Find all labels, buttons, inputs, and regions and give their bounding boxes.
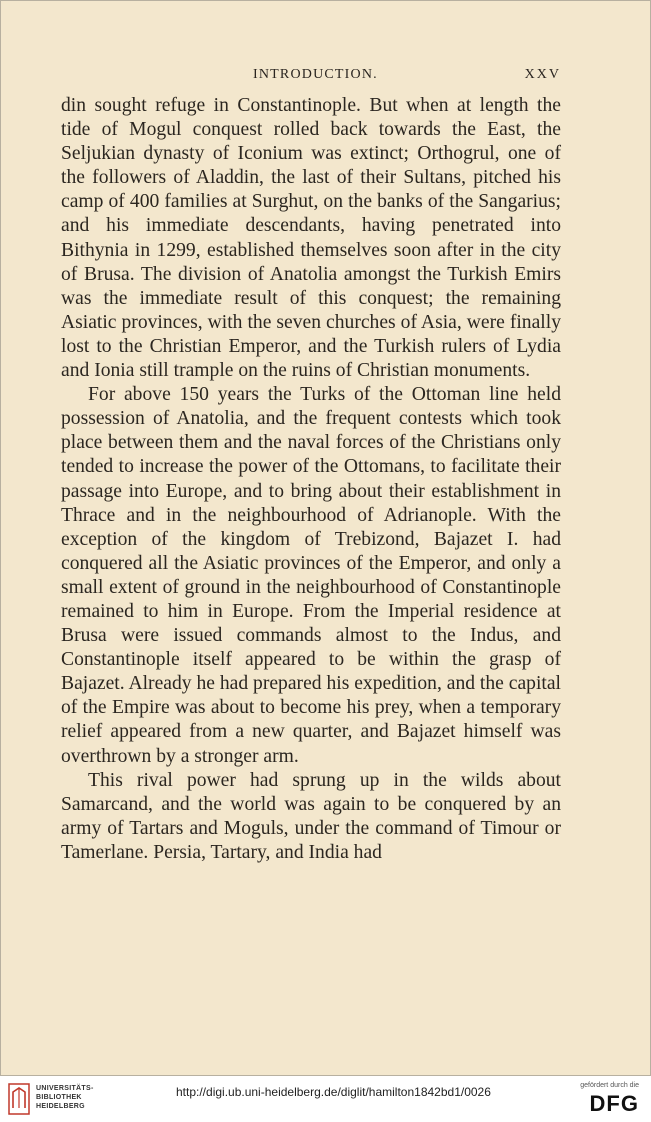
digitization-footer: [0, 1076, 651, 1122]
funded-by-label: gefördert durch die: [580, 1082, 639, 1089]
library-name-line-3: HEIDELBERG: [36, 1103, 85, 1110]
running-head: [63, 67, 561, 87]
page-number: XXV: [524, 67, 561, 82]
paragraph-2: For above 150 years the Turks of the Ottoman line held possession of Anatolia, and the frequent contests which took place between them and the naval forces of the Christians only tended to increase the power of the Ottomans, to facilitate their passage into Europe, and to bring about their establishment in Thrace and in the neighbourhood of Adrianople. With the exception of the kingdom of Trebizond, Bajazet I. had conquered all the Asiatic provinces of the Emperor, and only a small extent of ground in the neighbourhood of Constantinople remained to him in Europe. From the Imperial residence at Brusa were issued commands almost to the Indus, and Constantinople itself appeared to be within the grasp of Bajazet. Already he had prepared his expedition, and the capital of the Empire was about to become his prey, when a temporary relief appeared from a new quarter, and Bajazet himself was overthrown by a stronger arm.: [61, 384, 561, 767]
dfg-logo: DFG: [589, 1091, 639, 1116]
body-text: [61, 94, 561, 865]
running-head-title: INTRODUCTION.: [253, 67, 378, 82]
library-name-line-2: BIBLIOTHEK: [36, 1094, 82, 1101]
paragraph-3: This rival power had sprung up in the wilds about Samarcand, and the world was again to be conquered by an army of Tartars and Moguls, under the command of Timour or Tamerlane. Persia, Tartary, and India had: [61, 769, 561, 863]
library-logo-icon: [8, 1082, 30, 1116]
library-name-line-1: UNIVERSITÄTS-: [36, 1085, 94, 1092]
paragraph-1: din sought refuge in Constantinople. But when at length the tide of Mogul conquest rolled back towards the East, the Seljukian dynasty of Iconium was extinct; Orthogrul, one of the followers of Aladdin, the last of their Sultans, pitched his camp of 400 families at Surghut, on the banks of the Sangarius; and his immediate descendants, having penetrated into Bithynia in 1299, established themselves soon after in the city of Brusa. The division of Anatolia amongst the Turkish Emirs was the immediate result of this conquest; the remaining Asiatic provinces, with the seven churches of Asia, were finally lost to the Christian Emperor, and the Turkish rulers of Lydia and Ionia still trample on the ruins of Christian monuments.: [61, 95, 561, 382]
library-name: [36, 1084, 94, 1111]
permalink-url[interactable]: http://digi.ub.uni-heidelberg.de/diglit/hamilton1842bd1/0026: [176, 1085, 491, 1099]
